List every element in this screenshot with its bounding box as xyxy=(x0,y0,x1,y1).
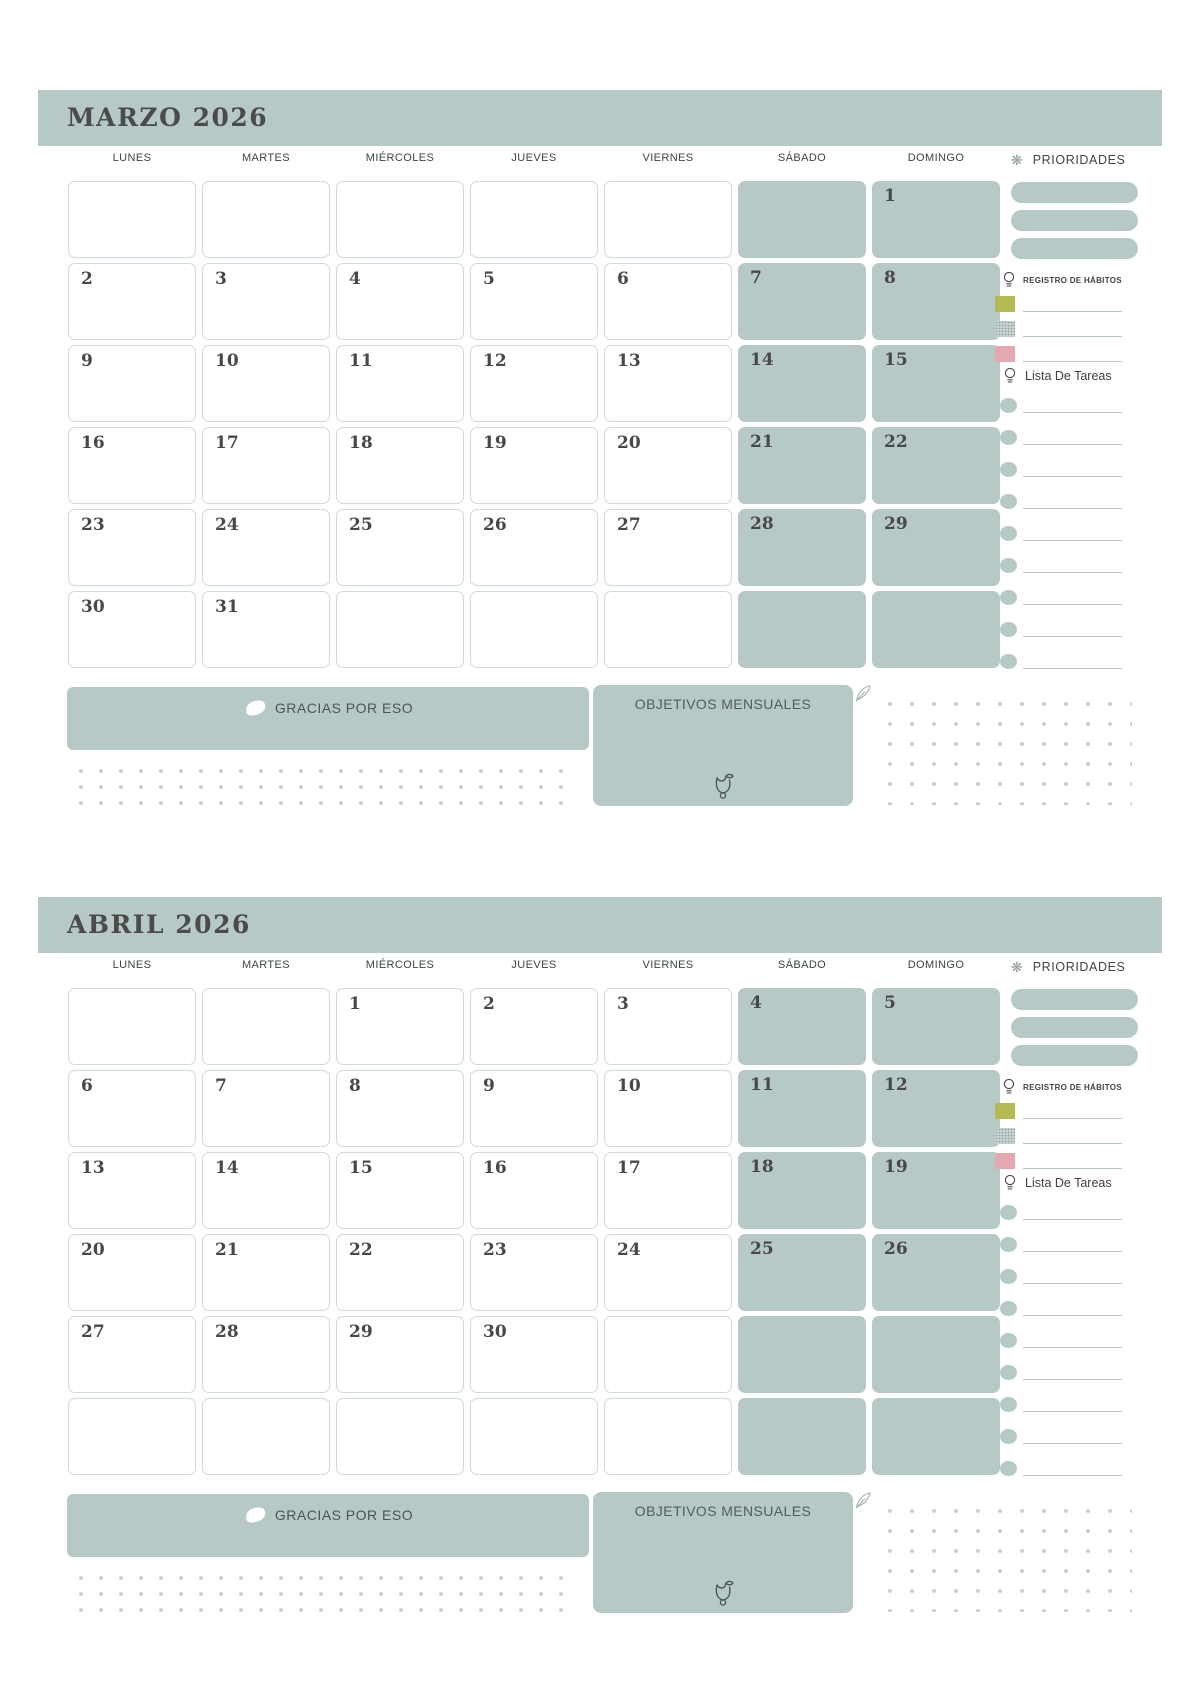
day-number: 20 xyxy=(617,433,641,453)
day-number: 10 xyxy=(215,351,239,371)
calendar-day-cell[interactable] xyxy=(68,181,196,258)
calendar-day-cell[interactable] xyxy=(202,1152,330,1229)
day-number: 23 xyxy=(81,515,105,535)
day-number: 12 xyxy=(483,351,507,371)
task-bullet xyxy=(1000,526,1017,541)
calendar-day-cell[interactable] xyxy=(470,1316,598,1393)
priority-slot[interactable] xyxy=(1011,1017,1138,1038)
calendar-day-cell[interactable] xyxy=(604,988,732,1065)
task-bullet xyxy=(1000,654,1017,669)
day-number: 17 xyxy=(215,433,239,453)
leaf-icon xyxy=(243,699,267,717)
objectives-label: OBJETIVOS MENSUALES xyxy=(634,1503,812,1519)
day-number: 11 xyxy=(750,1075,774,1095)
month-title: MARZO 2026 xyxy=(67,103,269,132)
task-row[interactable] xyxy=(1000,1235,1122,1252)
month-title: ABRIL 2026 xyxy=(67,910,251,939)
calendar-day-cell[interactable] xyxy=(604,345,732,422)
calendar-day-cell[interactable] xyxy=(336,1316,464,1393)
day-number: 28 xyxy=(750,514,774,534)
weekday-label: MIÉRCOLES xyxy=(365,959,435,971)
day-number: 30 xyxy=(483,1322,507,1342)
calendar-day-cell[interactable] xyxy=(604,1316,732,1393)
day-number: 4 xyxy=(349,269,361,289)
calendar-day-cell[interactable] xyxy=(738,1070,866,1147)
habits-list xyxy=(995,296,1122,362)
habit-line xyxy=(1023,1105,1122,1119)
sidebar xyxy=(1011,90,1138,810)
day-number: 24 xyxy=(617,1240,641,1260)
calendar-day-cell[interactable] xyxy=(470,1152,598,1229)
priority-slot[interactable] xyxy=(1011,989,1138,1010)
calendar-day-cell[interactable] xyxy=(872,591,1000,668)
day-number: 14 xyxy=(750,350,774,370)
month-section-marzo xyxy=(38,90,1162,810)
day-number: 24 xyxy=(215,515,239,535)
calendar-day-cell[interactable] xyxy=(738,509,866,586)
calendar-day-cell[interactable] xyxy=(604,509,732,586)
calendar-day-cell[interactable] xyxy=(68,1234,196,1311)
weekday-label: JUEVES xyxy=(511,959,557,971)
task-line xyxy=(1023,527,1122,541)
calendar-grid xyxy=(68,988,1000,1475)
weekday-row xyxy=(68,152,1000,164)
calendar-day-cell[interactable] xyxy=(604,1070,732,1147)
task-bullet xyxy=(1000,398,1017,413)
task-row[interactable] xyxy=(1000,1299,1122,1316)
day-number: 18 xyxy=(349,433,373,453)
weekday-label: LUNES xyxy=(112,152,152,164)
task-line xyxy=(1023,559,1122,573)
calendar-day-cell[interactable] xyxy=(604,1398,732,1475)
calendar-day-cell[interactable] xyxy=(336,1152,464,1229)
calendar-day-cell[interactable] xyxy=(738,427,866,504)
day-number: 2 xyxy=(483,994,495,1014)
gratitude-label: GRACIAS POR ESO xyxy=(274,700,414,716)
day-number: 3 xyxy=(617,994,629,1014)
priority-slot[interactable] xyxy=(1011,210,1138,231)
calendar-day-cell[interactable] xyxy=(470,263,598,340)
day-number: 31 xyxy=(215,597,239,617)
objectives-label: OBJETIVOS MENSUALES xyxy=(634,696,812,712)
calendar-day-cell[interactable] xyxy=(470,181,598,258)
calendar-day-cell[interactable] xyxy=(68,1070,196,1147)
tulip-icon xyxy=(710,1579,736,1609)
lightbulb-icon xyxy=(1003,367,1017,385)
lightbulb-icon xyxy=(1002,1078,1016,1096)
calendar-day-cell[interactable] xyxy=(470,988,598,1065)
calendar-day-cell[interactable] xyxy=(470,345,598,422)
day-number: 19 xyxy=(483,433,507,453)
calendar-day-cell[interactable] xyxy=(202,1070,330,1147)
weekday-row xyxy=(68,959,1000,971)
task-line xyxy=(1023,1462,1122,1476)
weekday-label: DOMINGO xyxy=(907,152,965,164)
calendar-day-cell[interactable] xyxy=(202,1234,330,1311)
calendar-day-cell[interactable] xyxy=(202,1398,330,1475)
task-row[interactable] xyxy=(1000,556,1122,573)
calendar-day-cell[interactable] xyxy=(202,509,330,586)
task-bullet xyxy=(1000,1397,1017,1412)
calendar-day-cell[interactable] xyxy=(738,1234,866,1311)
day-number: 12 xyxy=(884,1075,908,1095)
habit-row[interactable] xyxy=(995,321,1122,337)
habit-row[interactable] xyxy=(995,296,1122,312)
priority-slot[interactable] xyxy=(1011,238,1138,259)
month-section-abril xyxy=(38,897,1162,1617)
day-number: 22 xyxy=(884,432,908,452)
task-bullet xyxy=(1000,1301,1017,1316)
task-row[interactable] xyxy=(1000,1331,1122,1348)
calendar-day-cell[interactable] xyxy=(470,509,598,586)
calendar-day-cell[interactable] xyxy=(336,1398,464,1475)
task-row[interactable] xyxy=(1000,1267,1122,1284)
tasks-header xyxy=(1003,1174,1112,1192)
calendar-day-cell[interactable] xyxy=(738,181,866,258)
task-row[interactable] xyxy=(1000,396,1122,413)
task-bullet xyxy=(1000,558,1017,573)
day-number: 6 xyxy=(617,269,629,289)
habits-header xyxy=(1002,1078,1122,1096)
weekday-label: LUNES xyxy=(112,959,152,971)
calendar-day-cell[interactable] xyxy=(604,181,732,258)
weekday-label: DOMINGO xyxy=(907,959,965,971)
weekday-label: MARTES xyxy=(241,959,291,971)
calendar-day-cell[interactable] xyxy=(202,591,330,668)
task-row[interactable] xyxy=(1000,1459,1122,1476)
priorities-label: PRIORIDADES xyxy=(1032,153,1126,167)
day-number: 20 xyxy=(81,1240,105,1260)
calendar-day-cell[interactable] xyxy=(872,1234,1000,1311)
habit-row[interactable] xyxy=(995,1103,1122,1119)
task-line xyxy=(1023,1238,1122,1252)
day-number: 15 xyxy=(349,1158,373,1178)
day-number: 2 xyxy=(81,269,93,289)
weekday-label: SÁBADO xyxy=(777,959,827,971)
calendar-day-cell[interactable] xyxy=(336,345,464,422)
flower-icon: ❋ xyxy=(1011,152,1023,168)
gratitude-bar[interactable] xyxy=(67,1494,589,1557)
habit-line xyxy=(1023,1130,1122,1144)
habit-row[interactable] xyxy=(995,1128,1122,1144)
day-number: 6 xyxy=(81,1076,93,1096)
task-row[interactable] xyxy=(1000,1203,1122,1220)
calendar-day-cell[interactable] xyxy=(336,591,464,668)
calendar-day-cell[interactable] xyxy=(68,263,196,340)
day-number: 1 xyxy=(349,994,361,1014)
calendar-day-cell[interactable] xyxy=(68,1316,196,1393)
day-number: 29 xyxy=(349,1322,373,1342)
calendar-day-cell[interactable] xyxy=(470,1398,598,1475)
day-number: 9 xyxy=(483,1076,495,1096)
task-line xyxy=(1023,495,1122,509)
task-bullet xyxy=(1000,1429,1017,1444)
task-bullet xyxy=(1000,1205,1017,1220)
calendar-day-cell[interactable] xyxy=(872,509,1000,586)
quill-icon xyxy=(854,684,873,703)
day-number: 13 xyxy=(617,351,641,371)
calendar-day-cell[interactable] xyxy=(336,263,464,340)
habit-row[interactable] xyxy=(995,346,1122,362)
calendar-day-cell[interactable] xyxy=(336,988,464,1065)
habit-line xyxy=(1023,1155,1122,1169)
calendar-day-cell[interactable] xyxy=(872,1398,1000,1475)
day-number: 5 xyxy=(884,993,896,1013)
task-line xyxy=(1023,399,1122,413)
day-number: 26 xyxy=(483,515,507,535)
day-number: 10 xyxy=(617,1076,641,1096)
dot-grid-left xyxy=(68,760,578,806)
dot-grid-left xyxy=(68,1567,578,1613)
priorities-label: PRIORIDADES xyxy=(1032,960,1126,974)
day-number: 5 xyxy=(483,269,495,289)
calendar-day-cell[interactable] xyxy=(872,1152,1000,1229)
calendar-day-cell[interactable] xyxy=(202,1316,330,1393)
calendar-day-cell[interactable] xyxy=(470,591,598,668)
day-number: 8 xyxy=(349,1076,361,1096)
task-bullet xyxy=(1000,1237,1017,1252)
calendar-day-cell[interactable] xyxy=(202,181,330,258)
calendar-day-cell[interactable] xyxy=(738,988,866,1065)
calendar-day-cell[interactable] xyxy=(470,1234,598,1311)
priorities-header xyxy=(1011,960,1138,974)
sidebar xyxy=(1011,897,1138,1617)
day-number: 25 xyxy=(750,1239,774,1259)
objectives-box[interactable] xyxy=(593,685,853,806)
calendar-day-cell[interactable] xyxy=(68,1152,196,1229)
day-number: 30 xyxy=(81,597,105,617)
task-line xyxy=(1023,623,1122,637)
month-header xyxy=(38,897,1162,953)
day-number: 26 xyxy=(884,1239,908,1259)
task-bullet xyxy=(1000,430,1017,445)
calendar-day-cell[interactable] xyxy=(738,345,866,422)
day-number: 4 xyxy=(750,993,762,1013)
day-number: 15 xyxy=(884,350,908,370)
calendar-day-cell[interactable] xyxy=(336,181,464,258)
calendar-day-cell[interactable] xyxy=(738,591,866,668)
task-bullet xyxy=(1000,462,1017,477)
day-number: 27 xyxy=(81,1322,105,1342)
tasks-list xyxy=(1000,1203,1122,1476)
task-row[interactable] xyxy=(1000,1363,1122,1380)
tasks-header xyxy=(1003,367,1112,385)
leaf-icon xyxy=(243,1506,267,1524)
day-number: 22 xyxy=(349,1240,373,1260)
day-number: 23 xyxy=(483,1240,507,1260)
weekday-label: MIÉRCOLES xyxy=(365,152,435,164)
calendar-day-cell[interactable] xyxy=(872,427,1000,504)
calendar-day-cell[interactable] xyxy=(604,263,732,340)
calendar-day-cell[interactable] xyxy=(872,181,1000,258)
tasks-label: Lista De Tareas xyxy=(1025,1176,1112,1190)
task-line xyxy=(1023,655,1122,669)
calendar-day-cell[interactable] xyxy=(202,427,330,504)
task-bullet xyxy=(1000,1461,1017,1476)
habits-label: REGISTRO DE HÁBITOS xyxy=(1023,1082,1122,1092)
day-number: 11 xyxy=(349,351,373,371)
calendar-day-cell[interactable] xyxy=(872,1070,1000,1147)
day-number: 14 xyxy=(215,1158,239,1178)
task-row[interactable] xyxy=(1000,524,1122,541)
task-bullet xyxy=(1000,590,1017,605)
objectives-box[interactable] xyxy=(593,1492,853,1613)
weekday-label: VIERNES xyxy=(642,959,694,971)
day-number: 16 xyxy=(81,433,105,453)
habit-swatch-olive xyxy=(995,296,1015,312)
calendar-day-cell[interactable] xyxy=(336,1234,464,1311)
calendar-day-cell[interactable] xyxy=(68,427,196,504)
lightbulb-icon xyxy=(1003,1174,1017,1192)
day-number: 18 xyxy=(750,1157,774,1177)
habits-label: REGISTRO DE HÁBITOS xyxy=(1023,275,1122,285)
habits-header xyxy=(1002,271,1122,289)
habit-line xyxy=(1023,298,1122,312)
calendar-day-cell[interactable] xyxy=(738,263,866,340)
calendar-day-cell[interactable] xyxy=(738,1152,866,1229)
quill-icon xyxy=(854,1491,873,1510)
task-row[interactable] xyxy=(1000,652,1122,669)
task-line xyxy=(1023,431,1122,445)
calendar-day-cell[interactable] xyxy=(68,345,196,422)
task-line xyxy=(1023,1206,1122,1220)
calendar-day-cell[interactable] xyxy=(738,1398,866,1475)
calendar-day-cell[interactable] xyxy=(470,1070,598,1147)
habit-line xyxy=(1023,323,1122,337)
calendar-day-cell[interactable] xyxy=(202,263,330,340)
flower-icon: ❋ xyxy=(1011,959,1023,975)
task-bullet xyxy=(1000,1365,1017,1380)
calendar-day-cell[interactable] xyxy=(872,1316,1000,1393)
calendar-day-cell[interactable] xyxy=(202,345,330,422)
task-row[interactable] xyxy=(1000,1427,1122,1444)
tasks-label: Lista De Tareas xyxy=(1025,369,1112,383)
task-line xyxy=(1023,1302,1122,1316)
calendar-day-cell[interactable] xyxy=(336,427,464,504)
calendar-day-cell[interactable] xyxy=(604,591,732,668)
tulip-icon xyxy=(710,772,736,802)
calendar-day-cell[interactable] xyxy=(604,427,732,504)
task-line xyxy=(1023,591,1122,605)
priority-slot[interactable] xyxy=(1011,182,1138,203)
day-number: 7 xyxy=(750,268,762,288)
weekday-label: JUEVES xyxy=(511,152,557,164)
calendar-day-cell[interactable] xyxy=(68,509,196,586)
task-bullet xyxy=(1000,494,1017,509)
weekday-label: SÁBADO xyxy=(777,152,827,164)
day-number: 25 xyxy=(349,515,373,535)
gratitude-label: GRACIAS POR ESO xyxy=(274,1507,414,1523)
day-number: 9 xyxy=(81,351,93,371)
task-row[interactable] xyxy=(1000,1395,1122,1412)
weekday-label: MARTES xyxy=(241,152,291,164)
day-number: 21 xyxy=(750,432,774,452)
day-number: 29 xyxy=(884,514,908,534)
priorities-list xyxy=(1011,989,1138,1066)
habit-swatch-pink xyxy=(995,346,1015,362)
day-number: 19 xyxy=(884,1157,908,1177)
calendar-day-cell[interactable] xyxy=(872,988,1000,1065)
tasks-list xyxy=(1000,396,1122,669)
day-number: 21 xyxy=(215,1240,239,1260)
task-line xyxy=(1023,1270,1122,1284)
weekday-label: VIERNES xyxy=(642,152,694,164)
calendar-day-cell[interactable] xyxy=(336,1070,464,1147)
calendar-day-cell[interactable] xyxy=(68,1398,196,1475)
calendar-day-cell[interactable] xyxy=(738,1316,866,1393)
calendar-day-cell[interactable] xyxy=(68,591,196,668)
task-bullet xyxy=(1000,622,1017,637)
calendar-day-cell[interactable] xyxy=(470,427,598,504)
habit-swatch-dotted xyxy=(995,1128,1015,1144)
day-number: 1 xyxy=(884,186,896,206)
day-number: 28 xyxy=(215,1322,239,1342)
priority-slot[interactable] xyxy=(1011,1045,1138,1066)
habits-list xyxy=(995,1103,1122,1169)
task-bullet xyxy=(1000,1269,1017,1284)
task-line xyxy=(1023,1430,1122,1444)
calendar-day-cell[interactable] xyxy=(202,988,330,1065)
task-bullet xyxy=(1000,1333,1017,1348)
month-header xyxy=(38,90,1162,146)
calendar-day-cell[interactable] xyxy=(336,509,464,586)
priorities-header xyxy=(1011,153,1138,167)
calendar-day-cell[interactable] xyxy=(604,1234,732,1311)
calendar-day-cell[interactable] xyxy=(872,345,1000,422)
calendar-day-cell[interactable] xyxy=(872,263,1000,340)
calendar-day-cell[interactable] xyxy=(68,988,196,1065)
task-line xyxy=(1023,1334,1122,1348)
habit-swatch-dotted xyxy=(995,321,1015,337)
day-number: 27 xyxy=(617,515,641,535)
day-number: 7 xyxy=(215,1076,227,1096)
task-row[interactable] xyxy=(1000,428,1122,445)
day-number: 8 xyxy=(884,268,896,288)
day-number: 3 xyxy=(215,269,227,289)
task-line xyxy=(1023,463,1122,477)
task-row[interactable] xyxy=(1000,492,1122,509)
task-row[interactable] xyxy=(1000,588,1122,605)
task-line xyxy=(1023,1366,1122,1380)
habit-line xyxy=(1023,348,1122,362)
day-number: 16 xyxy=(483,1158,507,1178)
habit-row[interactable] xyxy=(995,1153,1122,1169)
task-row[interactable] xyxy=(1000,460,1122,477)
task-row[interactable] xyxy=(1000,620,1122,637)
day-number: 17 xyxy=(617,1158,641,1178)
task-line xyxy=(1023,1398,1122,1412)
day-number: 13 xyxy=(81,1158,105,1178)
calendar-grid xyxy=(68,181,1000,668)
priorities-list xyxy=(1011,182,1138,259)
gratitude-bar[interactable] xyxy=(67,687,589,750)
calendar-day-cell[interactable] xyxy=(604,1152,732,1229)
habit-swatch-pink xyxy=(995,1153,1015,1169)
habit-swatch-olive xyxy=(995,1103,1015,1119)
lightbulb-icon xyxy=(1002,271,1016,289)
